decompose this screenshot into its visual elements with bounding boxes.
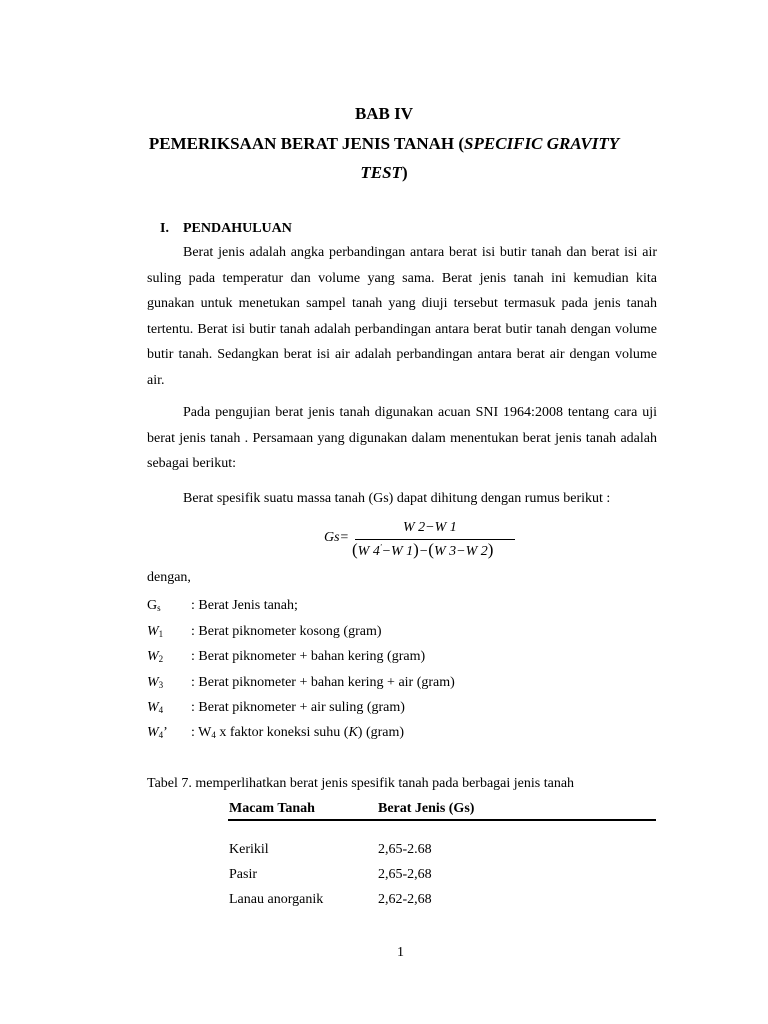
- chapter-title-line-1: [0, 134, 768, 154]
- chapter-title-text: PEMERIKSAAN BERAT JENIS TANAH (: [148, 134, 465, 153]
- definition-w4prime-symbol: $W_4$’: [147, 725, 168, 740]
- paragraph-method: [147, 400, 657, 477]
- table-cell-soil: Pasir: [229, 867, 257, 882]
- definition-w4prime-desc: : $W_4$ x faktor koneksi suhu (K) (gram): [191, 725, 405, 740]
- definition-w4-desc: : Berat piknometer + air suling (gram): [191, 700, 405, 715]
- definition-w3-desc: : Berat piknometer + bahan kering + air (gram): [191, 675, 455, 690]
- formula-den-minus: −: [418, 544, 429, 559]
- definition-w2-symbol: $W_2$: [147, 649, 164, 664]
- paragraph-method-text: Pada pengujian berat jenis tanah digunakan acuan SNI 1964:2008 tentang cara uji berat jenis tanah . Persamaan yang digunakan dalam menentukan berat jenis tanah adalah sebagai berikut:: [147, 405, 657, 471]
- section-number: I.: [160, 221, 169, 236]
- formula-den-w3: W 3−W 2: [433, 544, 488, 559]
- formula-lhs: Gs=: [324, 530, 350, 545]
- formula-den-w4: W 4: [357, 544, 380, 559]
- table-header-macam-tanah: Macam Tanah: [229, 801, 315, 816]
- paragraph-formula-intro-text: Berat spesifik suatu massa tanah (Gs) dapat dihitung dengan rumus berikut :: [183, 491, 611, 506]
- paragraph-intro-text: Berat jenis adalah angka perbandingan antara berat isi butir tanah dan berat isi air suling pada temperatur dan volume yang sama. Berat jenis tanah ini kemudian kita gunakan untuk menetukan sampel tanah yang diuji tersebut termasuk pada jenis tanah tertentu. Berat isi butir tanah adalah perbandingan antara berat butir tanah dengan volume butir tanah. Sedangkan berat isi air adalah perbandingan antara berat air dengan volume air.: [147, 245, 657, 388]
- table-cell-value: 2,62-2,68: [378, 892, 432, 907]
- table-cell-soil: Kerikil: [229, 842, 269, 857]
- table-cell-soil: Lanau anorganik: [229, 892, 324, 907]
- definition-w4-symbol: $W_4$: [147, 700, 164, 715]
- definition-gs-desc: : Berat Jenis tanah;: [191, 598, 298, 613]
- definition-w2-desc: : Berat piknometer + bahan kering (gram): [191, 649, 426, 664]
- paragraph-formula-intro: [147, 486, 657, 512]
- definition-gs-symbol: $G_s$: [147, 598, 161, 613]
- formula-denominator: (W 4'−W 1)−(W 3−W 2): [352, 540, 494, 559]
- dengan-label: dengan,: [147, 570, 191, 585]
- definition-w3-symbol: $W_3$: [147, 675, 164, 690]
- table-header-rule: [228, 819, 656, 821]
- chapter-number: BAB IV: [354, 104, 414, 123]
- page-number: 1: [397, 945, 404, 960]
- definition-w1-symbol: $W_1$: [147, 624, 164, 639]
- table-caption: Tabel 7. memperlihatkan berat jenis spesifik tanah pada berbagai jenis tanah: [147, 776, 575, 791]
- table-cell-value: 2,65-2.68: [378, 842, 432, 857]
- section-title: PENDAHULUAN: [183, 221, 292, 236]
- chapter-title-close: ): [401, 163, 408, 182]
- table-cell-value: 2,65-2,68: [378, 867, 432, 882]
- paragraph-intro: [147, 240, 657, 393]
- formula-den-mid: −W 1: [381, 544, 414, 559]
- formula-numerator: W 2−W 1: [403, 520, 457, 535]
- chapter-title-italic: SPECIFIC GRAVITY: [464, 134, 620, 153]
- chapter-title-line-2: [0, 163, 768, 183]
- definition-w1-desc: : Berat piknometer kosong (gram): [191, 624, 382, 639]
- chapter-title-italic-2: TEST: [360, 163, 402, 182]
- table-header-berat-jenis: Berat Jenis (Gs): [378, 801, 475, 816]
- formula-den-prime: ': [379, 542, 382, 552]
